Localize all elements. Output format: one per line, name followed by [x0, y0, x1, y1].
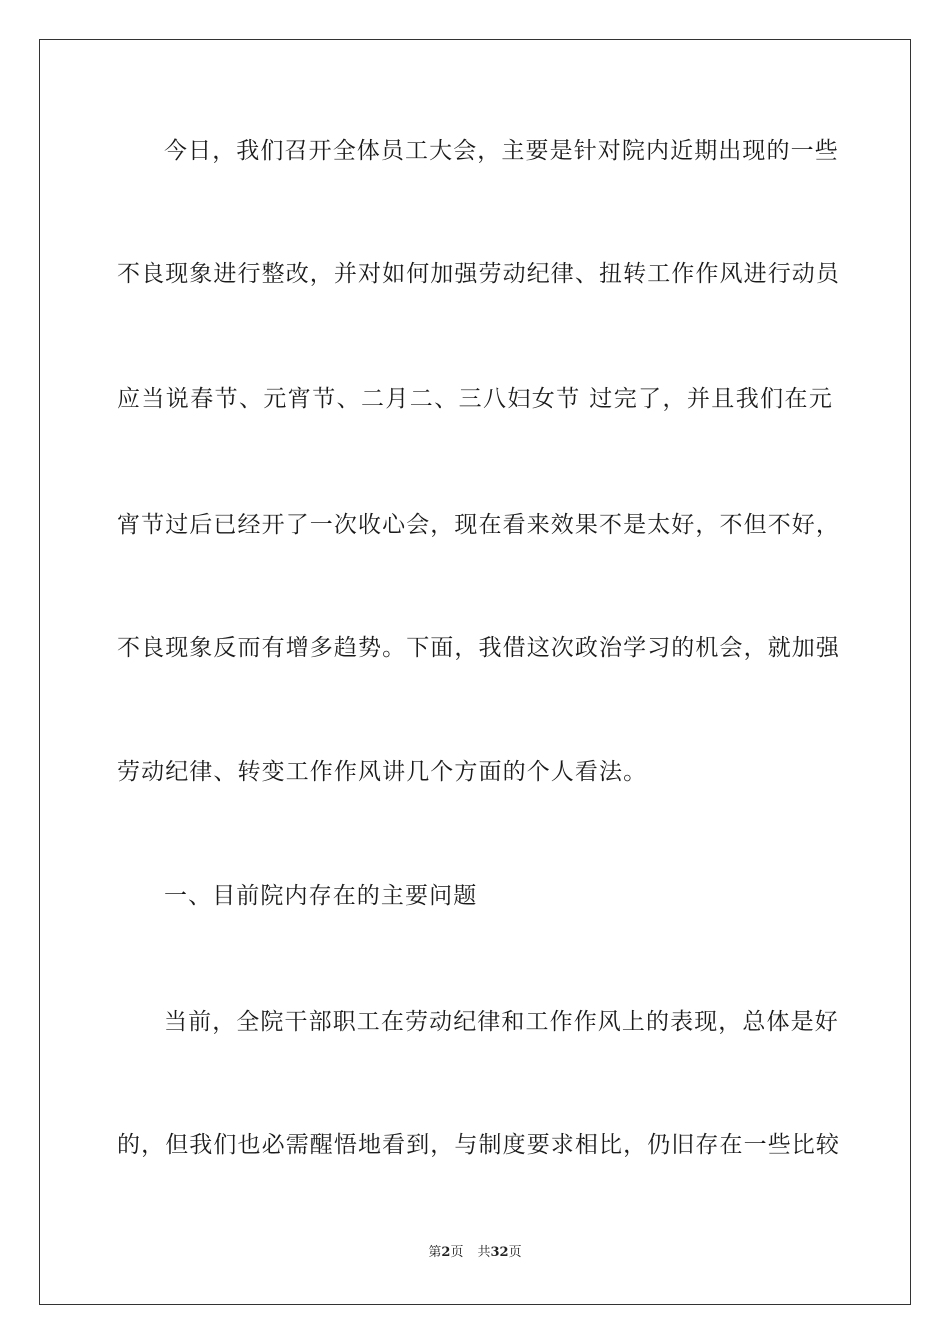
page-suffix: 页	[450, 1245, 464, 1260]
page-footer	[0, 1244, 950, 1262]
text-line: 应当说春节、元宵节、二月二、三八妇女节 过完了，并且我们在元	[117, 386, 833, 412]
page-number: 2	[441, 1245, 451, 1260]
total-suffix: 页	[508, 1245, 522, 1260]
page-border	[39, 39, 911, 1305]
total-prefix: 共	[477, 1245, 491, 1260]
text-line: 的，但我们也必需醒悟地看到，与制度要求相比，仍旧存在一些比较	[117, 1132, 840, 1158]
section-heading: 一、目前院内存在的主要问题	[164, 883, 478, 909]
text-line: 不良现象进行整改，并对如何加强劳动纪律、扭转工作作风进行动员	[117, 261, 840, 287]
page-prefix: 第	[428, 1245, 442, 1260]
text-line: 劳动纪律、转变工作作风讲几个方面的个人看法。	[117, 759, 648, 785]
text-line: 不良现象反而有增多趋势。下面，我借这次政治学习的机会，就加强	[117, 635, 840, 661]
text-line: 当前，全院干部职工在劳动纪律和工作作风上的表现，总体是好	[164, 1009, 839, 1035]
text-line: 今日，我们召开全体员工大会，主要是针对院内近期出现的一些	[164, 138, 839, 164]
total-pages: 32	[490, 1245, 509, 1260]
text-line: 宵节过后已经开了一次收心会，现在看来效果不是太好，不但不好，	[117, 512, 840, 538]
